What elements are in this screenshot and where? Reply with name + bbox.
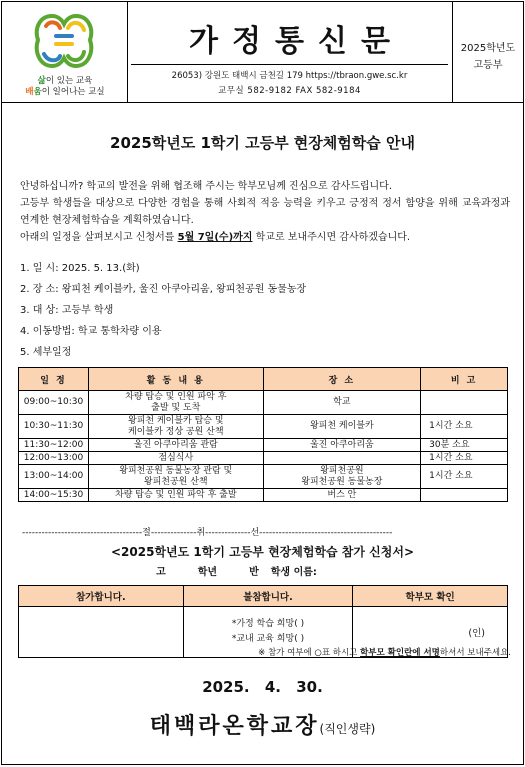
- option-home-study: *가정 학습 희망( ): [231, 619, 305, 629]
- schedule-cell-place: 울진 아쿠아리움: [263, 439, 421, 452]
- info-item: 1. 일 시: 2025. 5. 13.(화): [20, 263, 140, 274]
- schedule-cell-activity: 점심식사: [88, 452, 263, 465]
- issue-date: 2025. 4. 30.: [202, 678, 323, 696]
- schedule-cell-time: 14:00~15:30: [19, 489, 89, 502]
- schedule-cell-place: 학교: [263, 391, 421, 415]
- schedule-cell-note: 1시간 소요: [421, 452, 508, 465]
- schedule-cell-activity: 차량 탑승 및 인원 파악 후 출발 및 도착: [88, 391, 263, 415]
- schedule-cell-activity: 울진 아쿠아리움 관람: [88, 439, 263, 452]
- department: 고등부: [473, 60, 503, 71]
- principal-signature: 태백라온학교장(직인생략): [149, 714, 376, 739]
- schedule-row: [19, 439, 508, 452]
- apply-header-attend: 참가합니다.: [19, 586, 184, 607]
- schedule-cell-time: 13:00~14:00: [19, 465, 89, 489]
- schedule-cell-place: 왕피천공원 왕피천공원 동물농장: [263, 465, 421, 489]
- header-side: [452, 2, 524, 102]
- intro-line-2: 고등부 학생들을 대상으로 다양한 경험을 통해 사회적 적응 능력을 키우고 긍정적 정서 함양을 위해 교육과정과 연계한 현장체험학습을 계획하였습니다.: [20, 198, 510, 226]
- info-list: [20, 258, 510, 363]
- school-year: 2025학년도: [460, 43, 516, 54]
- title-divider: [131, 64, 448, 65]
- schedule-cell-time: 12:00~13:00: [19, 452, 89, 465]
- cut-line: -------------------------------------절--------------취--------------선-----------------------------------------: [22, 528, 393, 538]
- info-item: 3. 대 상: 고등부 학생: [20, 305, 114, 316]
- newsletter-title: 가정통신문: [189, 24, 404, 59]
- schedule-header-time: 일 정: [19, 368, 89, 391]
- student-info-line: 고 학년 반 학생 이름:: [156, 567, 317, 578]
- application-title: <2025학년도 1학기 고등부 현장체험학습 참가 신청서>: [111, 545, 414, 559]
- logo-box: [2, 2, 128, 102]
- schedule-header-activity: 활 동 내 용: [88, 368, 263, 391]
- instruction-note: ※ 참가 여부에 ○표 하시고 학부모 확인란에 서명하셔서 보내주세요.: [258, 648, 511, 658]
- school-logo-icon: [32, 10, 96, 72]
- info-item: 5. 세부일정: [20, 347, 72, 358]
- school-phone: 교무실 582-9182 FAX 582-9184: [218, 86, 361, 96]
- school-address: 26053) 강원도 태백시 금천길 179 https://tbraon.gwe.sc.kr: [171, 71, 408, 81]
- title-box: [127, 2, 453, 102]
- schedule-row: [19, 391, 508, 415]
- schedule-header-place: 장 소: [263, 368, 421, 391]
- main-title: 2025학년도 1학기 고등부 현장체험학습 안내: [110, 134, 415, 152]
- apply-header-parent: 학부모 확인: [353, 586, 508, 607]
- intro-line-3: 아래의 일정을 살펴보시고 신청서를 5월 7일(수)까지 학교로 보내주시면 감사하겠습니다.: [20, 232, 411, 243]
- apply-header-absent: 불참합니다.: [183, 586, 353, 607]
- option-school-edu: *교내 교육 희망( ): [231, 634, 305, 644]
- deadline: 5월 7일(수)까지: [177, 232, 253, 243]
- school-motto: 삶이 있는 교육 배움이 일어나는 교실: [25, 76, 105, 97]
- info-item: 4. 이동방법: 학교 통학차량 이용: [20, 326, 162, 337]
- intro-text: [20, 178, 510, 246]
- schedule-row: [19, 452, 508, 465]
- attend-cell[interactable]: [19, 607, 184, 658]
- seal-mark: (인): [468, 628, 485, 639]
- schedule-cell-time: 11:30~12:00: [19, 439, 89, 452]
- info-item: 2. 장 소: 왕피천 케이블카, 울진 아쿠아리움, 왕피천공원 동물농장: [20, 284, 307, 295]
- intro-line-1: 안녕하십니까? 학교의 발전을 위해 협조해 주시는 학부모님께 진심으로 감사드립니다.: [20, 181, 393, 192]
- schedule-cell-note: [421, 391, 508, 415]
- schedule-cell-note: 1시간 소요: [421, 415, 508, 439]
- schedule-cell-activity: 차량 탑승 및 인원 파악 후 출발: [88, 489, 263, 502]
- schedule-cell-time: 09:00~10:30: [19, 391, 89, 415]
- schedule-cell-note: 30분 소요: [421, 439, 508, 452]
- schedule-cell-place: 버스 안: [263, 489, 421, 502]
- schedule-cell-place: [263, 452, 421, 465]
- schedule-cell-note: [421, 489, 508, 502]
- schedule-row: [19, 415, 508, 439]
- schedule-row: [19, 489, 508, 502]
- header: [2, 2, 523, 103]
- newsletter-page: [1, 1, 524, 765]
- schedule-cell-activity: 왕피천공원 동물농장 관람 및 왕피천공원 산책: [88, 465, 263, 489]
- schedule-cell-activity: 왕피천 케이블카 탑승 및 케이블카 정상 공원 산책: [88, 415, 263, 439]
- schedule-header-note: 비 고: [421, 368, 508, 391]
- schedule-table: [18, 367, 508, 502]
- schedule-cell-place: 왕피천 케이블카: [263, 415, 421, 439]
- schedule-cell-time: 10:30~11:30: [19, 415, 89, 439]
- schedule-cell-note: 1시간 소요: [421, 465, 508, 489]
- schedule-row: [19, 465, 508, 489]
